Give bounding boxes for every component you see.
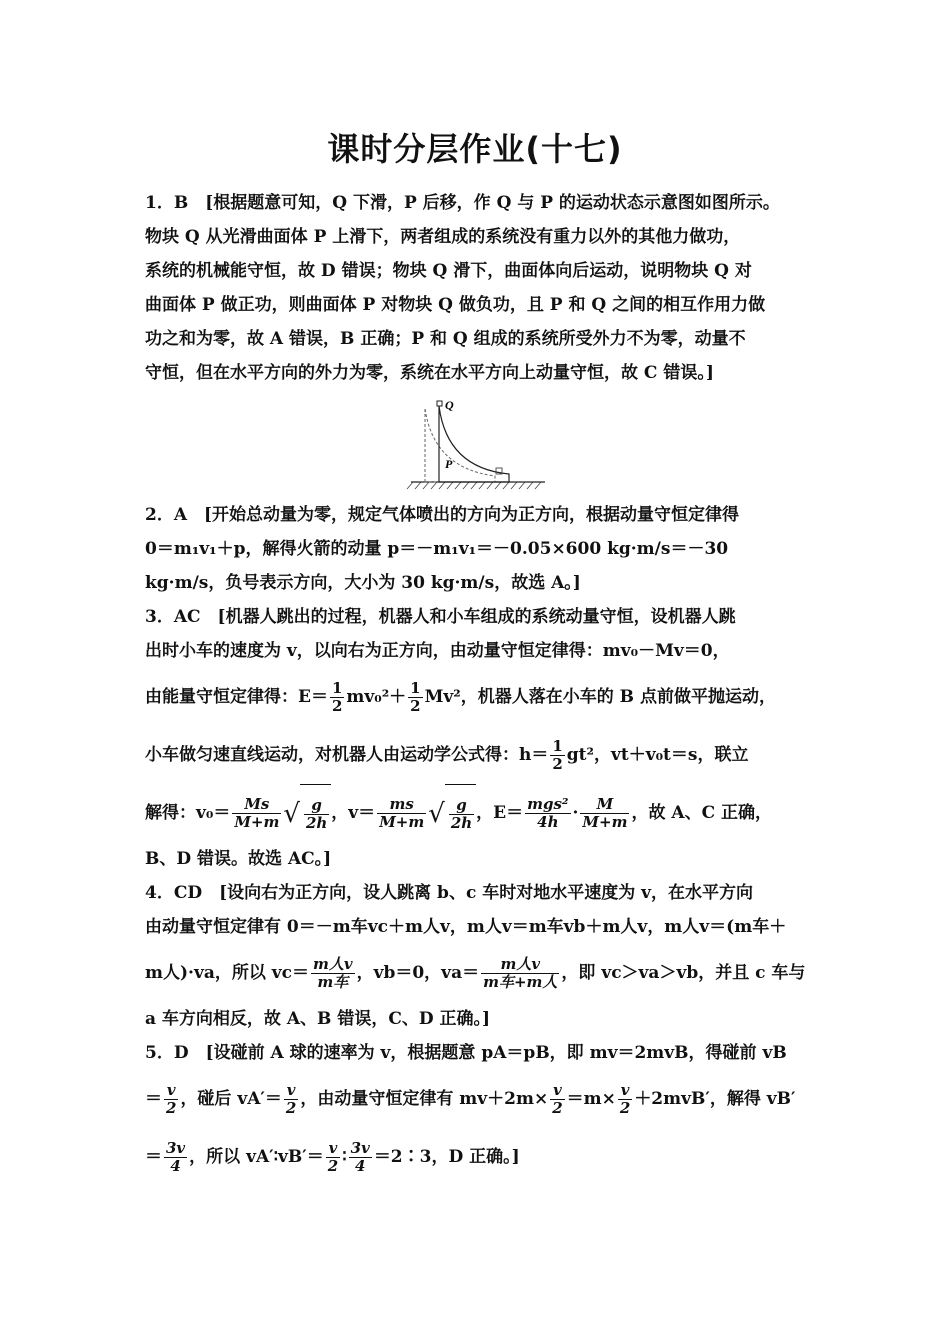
fraction-half: $\frac{1}{2}$ xyxy=(331,678,343,715)
q5-line-2: ＝ $\frac{v}{2}$ ，碰后 vA′＝ $\frac{v}{2}$ ，由动量守恒定律有 mv＋2m× $\frac{v}{2}$ ＝m× $\frac{v}{2}$ ＋2mvB′，解得 vB′ xyxy=(145,1080,796,1117)
q1-line-1: 1．B [根据题意可知，Q 下滑，P 后移，作 Q 与 P 的运动状态示意图如图所示。 xyxy=(145,193,780,213)
q3-line-4: 小车做匀速直线运动，对机器人由运动学公式得：h＝ $\frac{1}{2}$ gt²，vt＋v₀t＝s，联立 xyxy=(145,736,749,773)
q2-line-1: 2．A [开始总动量为零，规定气体喷出的方向为正方向，根据动量守恒定律得 xyxy=(145,505,740,525)
answer-body xyxy=(145,186,813,1186)
q1-figure xyxy=(145,390,813,498)
fraction-v-2: $\frac{v}{2}$ xyxy=(166,1080,177,1117)
fraction-g-2h: $\frac{g}{2h}$ xyxy=(305,795,328,832)
q1-line-5: 功之和为零，故 A 错误，B 正确；P 和 Q 组成的系统所受外力不为零，动量不 xyxy=(145,329,746,349)
q1-line-4: 曲面体 P 做正功，则曲面体 P 对物块 Q 做负功，且 P 和 Q 之间的相互作用力做 xyxy=(145,295,766,315)
q1-line-3: 系统的机械能守恒，故 D 错误；物块 Q 滑下，曲面体向后运动，说明物块 Q 对 xyxy=(145,261,752,281)
fraction-v-2: $\frac{v}{2}$ xyxy=(619,1080,631,1117)
label-q: Q xyxy=(445,398,454,412)
q4-line-2: 由动量守恒定律有 0＝－m车vc＋m人v，m人v＝m车vb＋m人v，m人v＝(m车＋ xyxy=(145,917,787,937)
q3-line-1: 3．AC [机器人跳出的过程，机器人和小车组成的系统动量守恒，设机器人跳 xyxy=(145,607,736,627)
q3-line-6: B、D 错误。故选 AC。] xyxy=(145,849,332,869)
fraction-3v-4: $\frac{3v}{4}$ xyxy=(166,1138,186,1175)
label-p: P xyxy=(445,457,453,471)
fraction-v-2: $\frac{v}{2}$ xyxy=(327,1138,339,1175)
q3-line-2: 出时小车的速度为 v，以向右为正方向，由动量守恒定律得：mv₀－Mv＝0， xyxy=(145,641,730,661)
fraction-mgs: $\frac{\text{mgs²}}{4h}$ xyxy=(527,794,569,831)
fraction-vc: $\frac{\text{m人v}}{\text{m车}}$ xyxy=(313,954,353,991)
fraction-va: $\frac{\text{m人v}}{\text{m车+m人}}$ xyxy=(483,954,558,991)
q2-line-2: 0＝m₁v₁＋p，解得火箭的动量 p＝－m₁v₁＝－0.05×600 kg·m/s＝－30 xyxy=(145,539,729,559)
fraction-ms2: $\frac{ms}{M+m}$ xyxy=(379,794,425,831)
q3-line-3: 由能量守恒定律得：E＝ $\frac{1}{2}$ mv₀²＋ $\frac{1}{2}$ Mv²，机器人落在小车的 B 点前做平抛运动， xyxy=(145,678,776,715)
q5-line-3: ＝ $\frac{3v}{4}$ ，所以 vA′∶vB′＝ $\frac{v}{2}$ ∶ $\frac{3v}{4}$ ＝2∶3，D 正确。] xyxy=(145,1138,520,1175)
q3-line-5: 解得：v₀＝ $\frac{Ms}{M+m}$ √ $\frac{g}{2h}$ ，v＝ $\frac{ms}{M+m}$ √ $\frac{g}{2h}$ ，E＝ $\frac{\text{mgs²}}{4h}$ · $\frac{M}{M+m}$ ，故 A、C 正确， xyxy=(145,784,813,842)
q4-line-1: 4．CD [设向右为正方向，设人跳离 b、c 车时对地水平速度为 v，在水平方向 xyxy=(145,883,754,903)
fraction-v-2: $\frac{v}{2}$ xyxy=(552,1080,563,1117)
q4-line-3: m人)·va，所以 vc＝ $\frac{\text{m人v}}{\text{m车}}$ ，vb＝0，va＝ $\frac{\text{m人v}}{\text{m车+m人}}$ ，即 vc＞va＞vb，并且 c 车与 xyxy=(145,954,806,991)
q1-line-2: 物块 Q 从光滑曲面体 P 上滑下，两者组成的系统没有重力以外的其他力做功， xyxy=(145,227,741,247)
q1-line-6: 守恒，但在水平方向的外力为零，系统在水平方向上动量守恒，故 C 错误。] xyxy=(145,363,714,383)
fraction-g-2h: $\frac{g}{2h}$ xyxy=(450,795,473,832)
q4-line-4: a 车方向相反，故 A、B 错误，C、D 正确。] xyxy=(145,1009,491,1029)
q5-line-1: 5．D [设碰前 A 球的速率为 v，根据题意 pA＝pB，即 mv＝2mvB，得碰前 vB xyxy=(145,1043,787,1063)
curved-slope-diagram xyxy=(403,398,553,493)
fraction-half: $\frac{1}{2}$ xyxy=(552,736,563,773)
q2-line-3: kg·m/s，负号表示方向，大小为 30 kg·m/s，故选 A。] xyxy=(145,573,581,593)
fraction-ms: $\frac{Ms}{M+m}$ xyxy=(234,794,280,831)
fraction-v-2: $\frac{v}{2}$ xyxy=(285,1080,297,1117)
fraction-M: $\frac{M}{M+m}$ xyxy=(582,794,628,831)
fraction-3v-4: $\frac{3v}{4}$ xyxy=(350,1138,370,1175)
page-title: 课时分层作业(十七) xyxy=(327,130,623,168)
fraction-half: $\frac{1}{2}$ xyxy=(410,678,421,715)
